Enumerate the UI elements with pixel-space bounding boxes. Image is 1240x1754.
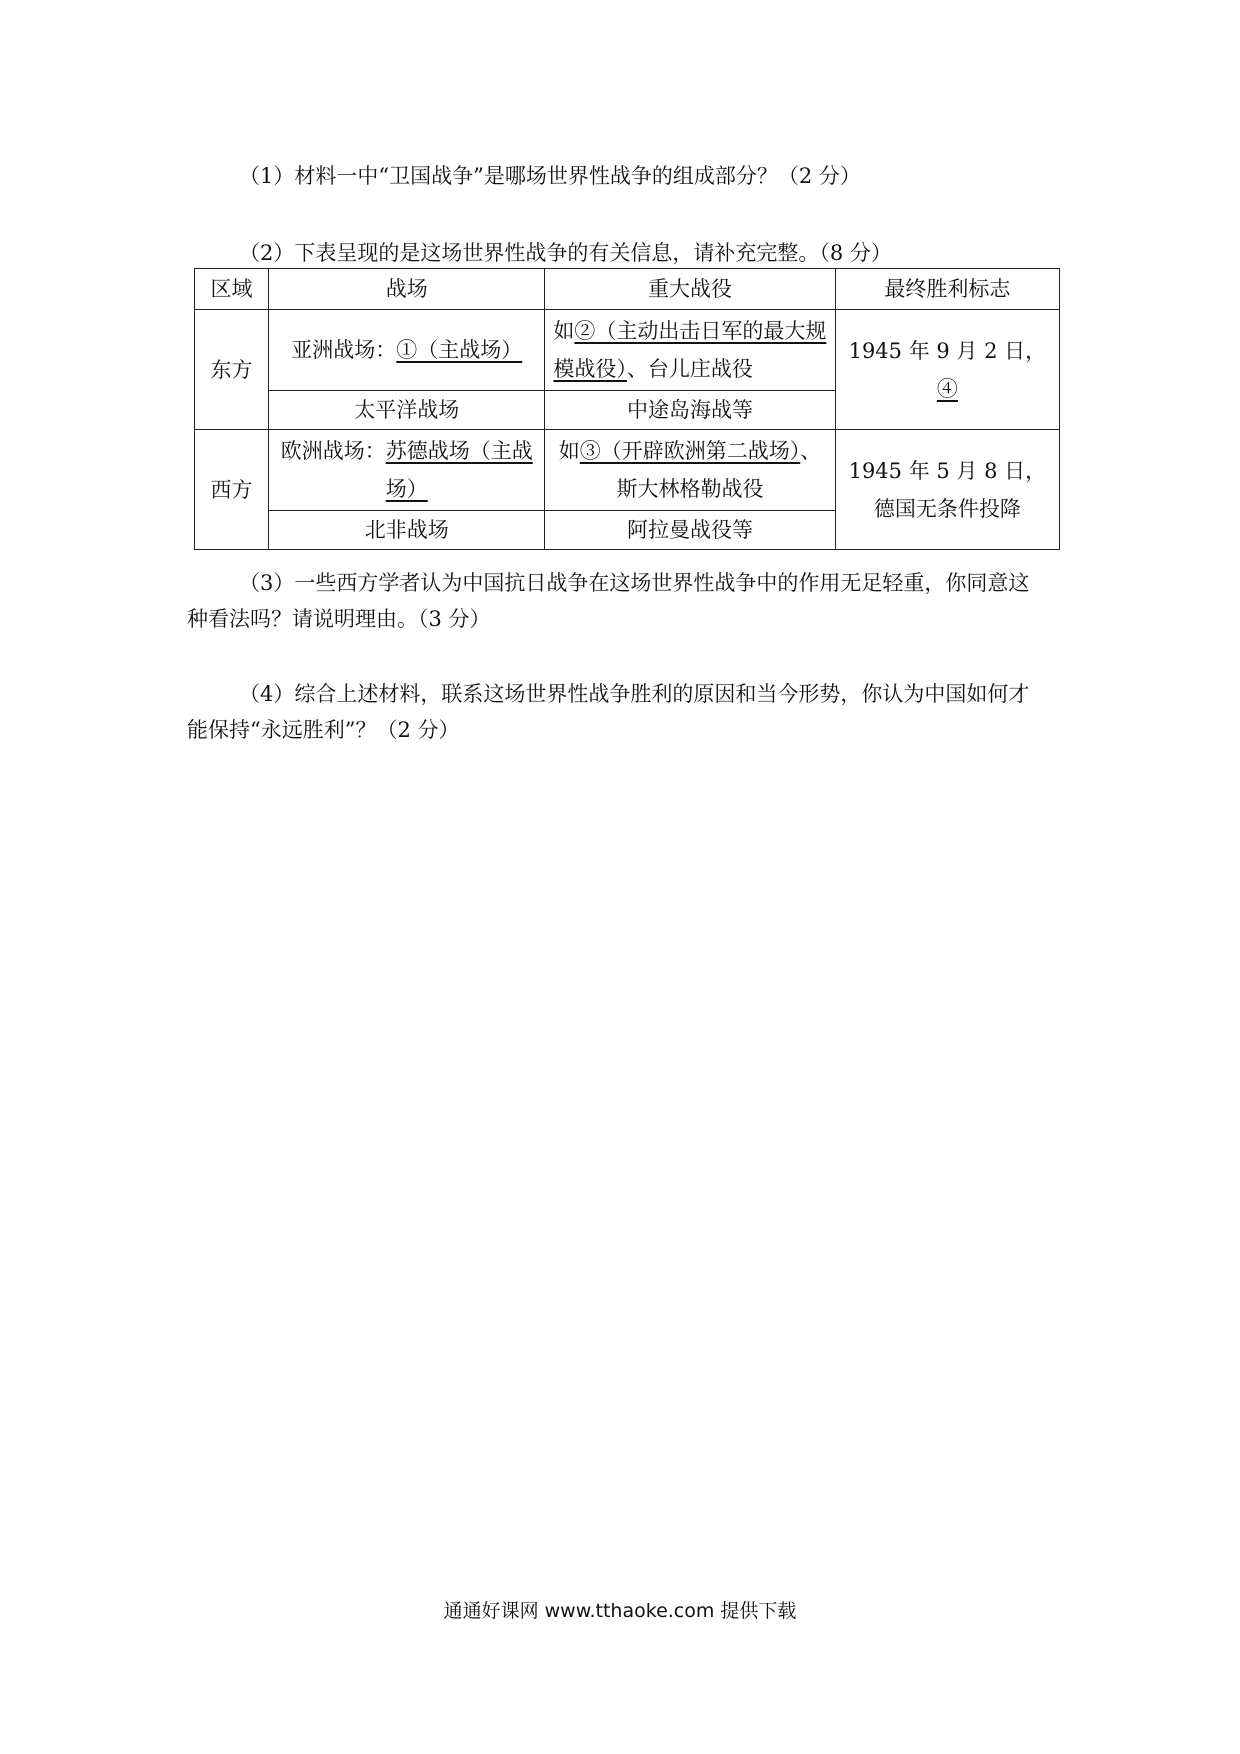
west-battlefield-europe xyxy=(269,430,545,511)
question-3-line-2: 种看法吗？请说明理由。（3 分） xyxy=(187,607,491,631)
west-battles-prefix: 如 xyxy=(558,439,580,463)
table-row-east-1 xyxy=(195,310,1060,391)
east-battlefield-asia-prefix: 亚洲战场： xyxy=(291,338,397,362)
page-footer: 通通好课网 www.tthaoke.com 提供下载 xyxy=(443,1600,797,1622)
blank-3: ③（开辟欧洲第二战场） xyxy=(579,439,801,463)
question-4-line-1: （4）综合上述材料，联系这场世界性战争胜利的原因和当今形势，你认为中国如何才 xyxy=(239,682,1030,706)
west-battlefield-north-africa: 北非战场 xyxy=(269,511,545,550)
blank-2: ②（主动出击日军的最大规模战役） xyxy=(553,319,827,381)
blank-1: ①（主战场） xyxy=(396,338,523,362)
west-major-battles xyxy=(545,430,835,511)
west-battlefield-soviet: 苏德战场（主战场） xyxy=(385,439,533,501)
header-victory-sign: 最终胜利标志 xyxy=(835,269,1059,310)
region-west: 西方 xyxy=(195,430,269,550)
question-1: （1）材料一中“卫国战争”是哪场世界性战争的组成部分？（2 分） xyxy=(239,164,861,188)
east-victory-sign xyxy=(835,310,1059,430)
question-2: （2）下表呈现的是这场世界性战争的有关信息，请补充完整。（8 分） xyxy=(239,241,892,265)
east-battle-midway: 中途岛海战等 xyxy=(545,391,835,430)
east-battlefield-asia xyxy=(269,310,545,391)
blank-4: ④ xyxy=(936,376,958,401)
question-4-line-2: 能保持“永远胜利”？（2 分） xyxy=(187,718,460,742)
question-3-line-1: （3）一些西方学者认为中国抗日战争在这场世界性战争中的作用无足轻重，你同意这 xyxy=(239,571,1030,595)
west-battle-alamein: 阿拉曼战役等 xyxy=(545,511,835,550)
east-major-battles xyxy=(545,310,835,391)
west-battles-suffix: 、斯大林格勒战役 xyxy=(616,439,822,501)
east-battlefield-pacific: 太平洋战场 xyxy=(269,391,545,430)
header-battlefield: 战场 xyxy=(269,269,545,310)
east-battles-prefix: 如 xyxy=(553,319,575,343)
region-east: 东方 xyxy=(195,310,269,430)
west-battlefield-europe-prefix: 欧洲战场： xyxy=(280,439,386,463)
header-major-battles: 重大战役 xyxy=(545,269,835,310)
table-header-row xyxy=(195,269,1060,310)
table-row-west-1 xyxy=(195,430,1060,511)
west-victory-sign: 1945 年 5 月 8 日，德国无条件投降 xyxy=(835,430,1059,550)
east-victory-prefix: 1945 年 9 月 2 日， xyxy=(848,338,1047,363)
header-region: 区域 xyxy=(195,269,269,310)
east-battles-suffix: 、台儿庄战役 xyxy=(626,357,753,381)
war-info-table xyxy=(194,268,1060,550)
